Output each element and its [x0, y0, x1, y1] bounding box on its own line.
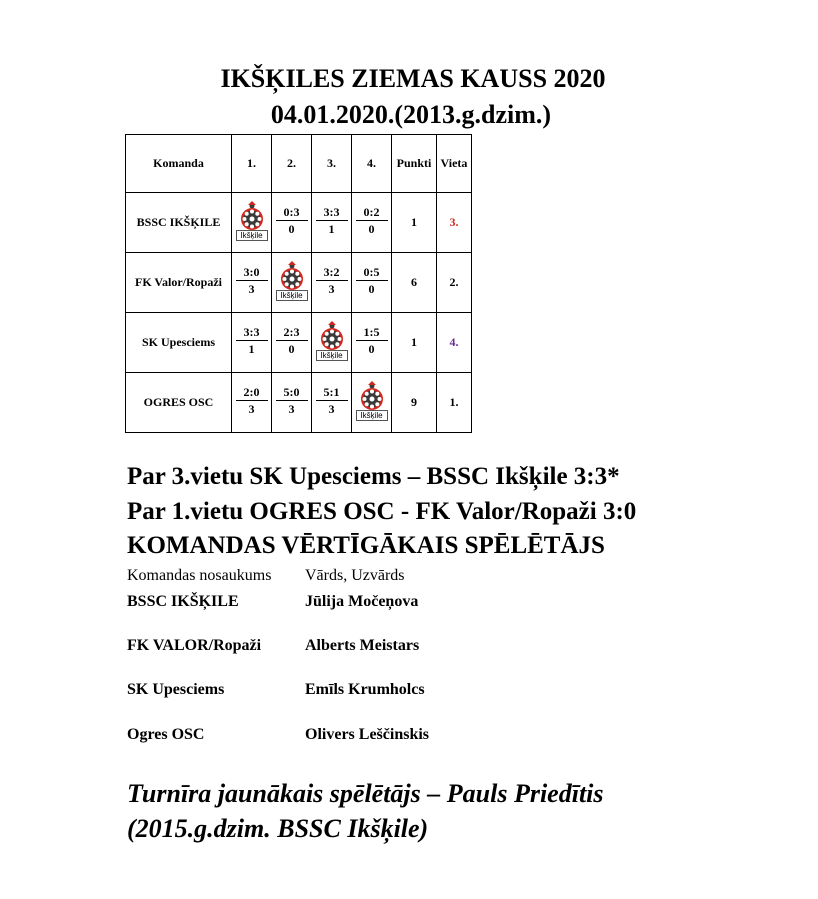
- match-points: 3: [288, 402, 295, 416]
- mvp-player: Jūlija Močeņova: [305, 593, 419, 610]
- club-logo-cell: [232, 193, 272, 253]
- match-points: 0: [288, 222, 295, 236]
- club-logo-cell: [312, 313, 352, 373]
- match-score: 5:0: [276, 386, 308, 401]
- team-name: BSSC IKŠĶILE: [126, 193, 232, 253]
- score-cell: [232, 313, 272, 373]
- first-place-result: Par 1.vietu OGRES OSC - FK Valor/Ropaži 3:0: [127, 498, 637, 525]
- match-result: [316, 266, 348, 296]
- match-result: [276, 386, 308, 416]
- match-points: 3: [328, 282, 335, 296]
- match-result: [236, 386, 268, 416]
- club-logo-text: Ikšķile: [276, 290, 308, 301]
- match-result: [316, 206, 348, 236]
- mvp-player: Alberts Meistars: [305, 637, 420, 654]
- third-place-result: Par 3.vietu SK Upesciems – BSSC Ikšķile 3:3*: [127, 463, 620, 490]
- team-name: SK Upesciems: [126, 313, 232, 373]
- total-points: 9: [392, 373, 437, 433]
- match-score: 0:5: [356, 266, 388, 281]
- youngest-player: Turnīra jaunākais spēlētājs – Pauls Priedītis: [127, 779, 604, 808]
- youngest-player-note: (2015.g.dzim. BSSC Ikšķile): [127, 814, 429, 843]
- match-result: [276, 326, 308, 356]
- match-points: 0: [288, 342, 295, 356]
- match-score: 3:3: [316, 206, 348, 221]
- final-place: 2.: [437, 253, 472, 313]
- final-place: 3.: [437, 193, 472, 253]
- table-row: [126, 193, 472, 253]
- score-cell: [352, 193, 392, 253]
- match-points: 0: [368, 222, 375, 236]
- page-title: IKŠĶILES ZIEMAS KAUSS 2020: [220, 64, 606, 93]
- mvp-team: Ogres OSC: [127, 726, 205, 743]
- table-row: [126, 313, 472, 373]
- club-logo-text: Ikšķile: [236, 230, 268, 241]
- score-cell: [272, 373, 312, 433]
- mvp-player: Olivers Leščinskis: [305, 726, 430, 743]
- match-points: 1: [328, 222, 335, 236]
- match-result: [356, 206, 388, 236]
- results-table: [125, 134, 472, 433]
- club-logo-icon: [234, 201, 270, 245]
- table-row: [126, 253, 472, 313]
- column-header: Punkti: [392, 135, 437, 193]
- club-logo-icon: [354, 381, 390, 425]
- column-header: 1.: [232, 135, 272, 193]
- match-score: 0:3: [276, 206, 308, 221]
- match-points: 3: [328, 402, 335, 416]
- match-score: 2:0: [236, 386, 268, 401]
- score-cell: [312, 253, 352, 313]
- column-header: 4.: [352, 135, 392, 193]
- final-place: 1.: [437, 373, 472, 433]
- match-score: 1:5: [356, 326, 388, 341]
- total-points: 6: [392, 253, 437, 313]
- score-cell: [232, 253, 272, 313]
- mvp-heading: KOMANDAS VĒRTĪGĀKAIS SPĒLĒTĀJS: [127, 532, 605, 559]
- match-points: 3: [248, 402, 255, 416]
- match-result: [356, 326, 388, 356]
- table-row: [126, 373, 472, 433]
- score-cell: [272, 193, 312, 253]
- match-points: 3: [248, 282, 255, 296]
- match-result: [356, 266, 388, 296]
- match-result: [276, 206, 308, 236]
- score-cell: [232, 373, 272, 433]
- mvp-team: FK VALOR/Ropaži: [127, 637, 262, 654]
- score-cell: [312, 373, 352, 433]
- match-score: 3:0: [236, 266, 268, 281]
- club-logo-text: Ikšķile: [316, 350, 348, 361]
- match-score: 5:1: [316, 386, 348, 401]
- mvp-player: Emīls Krumholcs: [305, 681, 425, 698]
- column-header: 2.: [272, 135, 312, 193]
- match-points: 0: [368, 342, 375, 356]
- match-score: 0:2: [356, 206, 388, 221]
- score-cell: [352, 313, 392, 373]
- column-header: 3.: [312, 135, 352, 193]
- match-points: 0: [368, 282, 375, 296]
- score-cell: [312, 193, 352, 253]
- score-cell: [272, 313, 312, 373]
- column-header: Vieta: [437, 135, 472, 193]
- match-result: [236, 326, 268, 356]
- mvp-team: BSSC IKŠĶILE: [127, 593, 239, 610]
- score-cell: [352, 253, 392, 313]
- club-logo-icon: [274, 261, 310, 305]
- club-logo-icon: [314, 321, 350, 365]
- club-logo-cell: [272, 253, 312, 313]
- mvp-team: SK Upesciems: [127, 681, 225, 698]
- total-points: 1: [392, 313, 437, 373]
- mvp-column-name: Vārds, Uzvārds: [305, 567, 405, 584]
- match-result: [236, 266, 268, 296]
- column-header: Komanda: [126, 135, 232, 193]
- team-name: OGRES OSC: [126, 373, 232, 433]
- match-score: 2:3: [276, 326, 308, 341]
- match-points: 1: [248, 342, 255, 356]
- club-logo-cell: [352, 373, 392, 433]
- match-score: 3:3: [236, 326, 268, 341]
- mvp-column-team: Komandas nosaukums: [127, 567, 272, 584]
- team-name: FK Valor/Ropaži: [126, 253, 232, 313]
- match-result: [316, 386, 348, 416]
- club-logo-text: Ikšķile: [356, 410, 388, 421]
- total-points: 1: [392, 193, 437, 253]
- page-subtitle: 04.01.2020.(2013.g.dzim.): [270, 100, 552, 129]
- final-place: 4.: [437, 313, 472, 373]
- match-score: 3:2: [316, 266, 348, 281]
